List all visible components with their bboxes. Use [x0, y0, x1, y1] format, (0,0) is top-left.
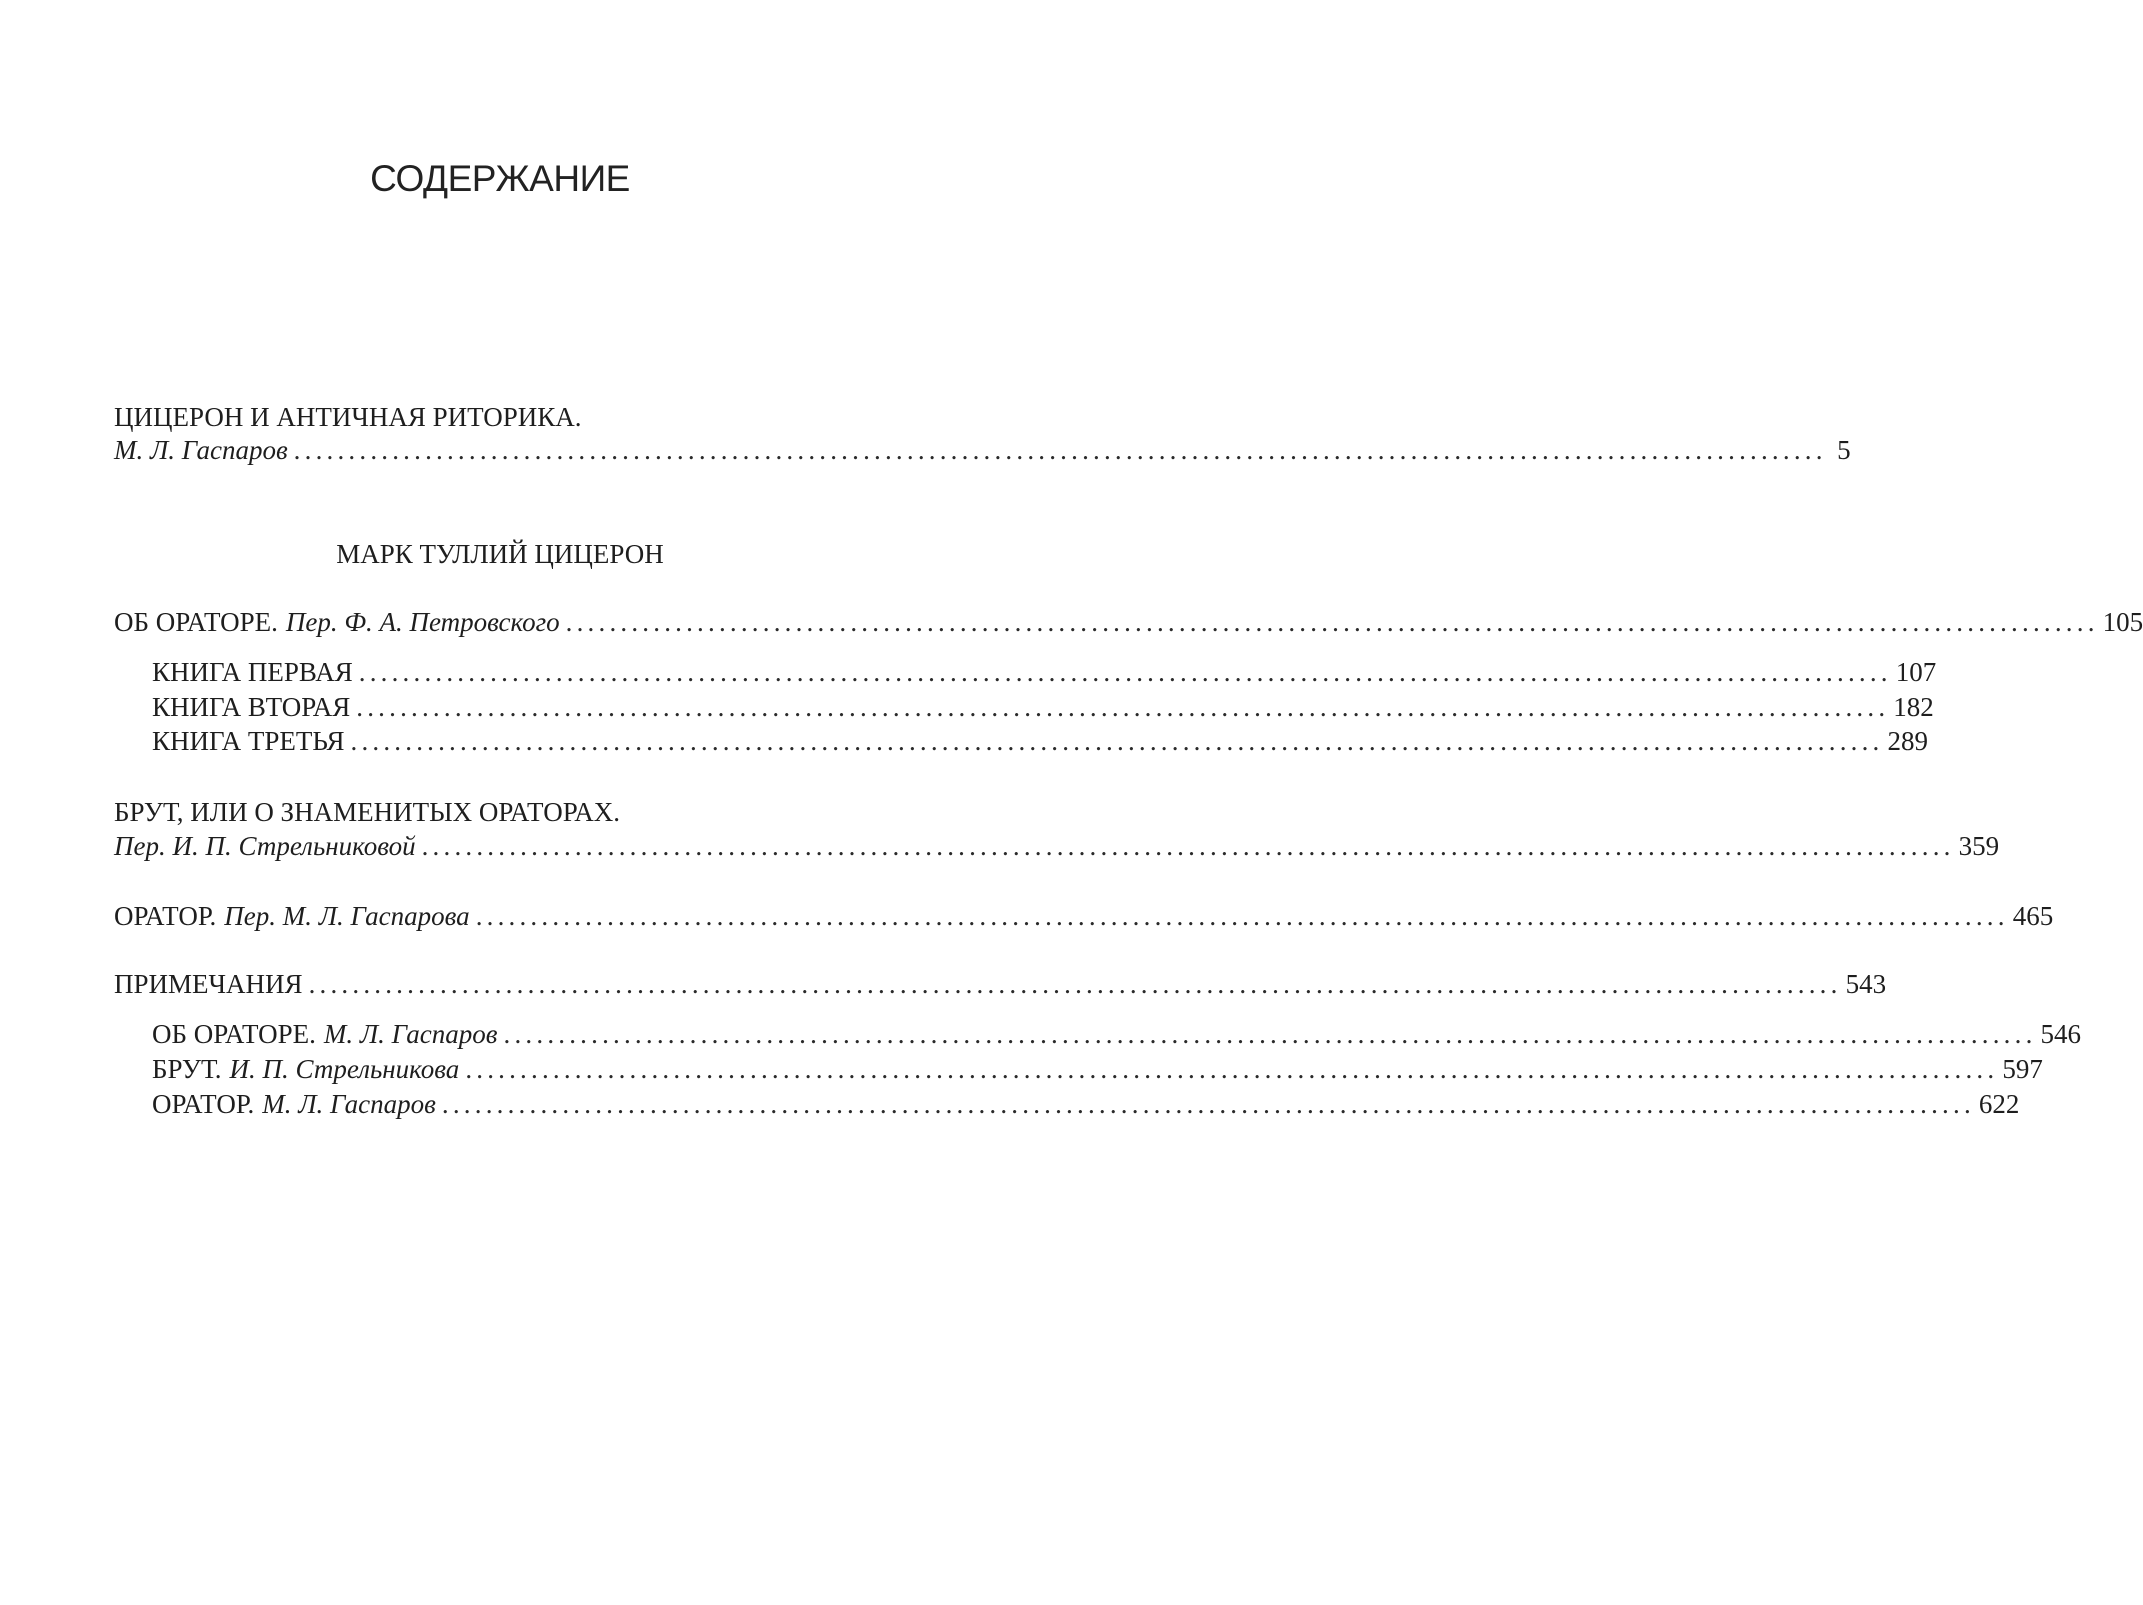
dot-leader: ............................................................................................................................................	[503, 1019, 2037, 1049]
toc-entry-title: ОРАТОР.	[152, 1089, 255, 1119]
dot-leader: ............................................................................................................................................	[421, 831, 1955, 861]
toc-entry-notes[interactable]	[114, 967, 1887, 1001]
page-number: 107	[1895, 657, 1937, 687]
dot-leader: ............................................................................................................................................	[358, 657, 1892, 687]
page-number: 546	[2040, 1019, 2082, 1049]
toc-entry-notes-de-oratore[interactable]	[152, 1017, 2082, 1051]
toc-entry-orator[interactable]	[114, 899, 2054, 933]
toc-entry-book-1[interactable]	[152, 655, 1937, 689]
dot-leader: ............................................................................................................................................	[441, 1089, 1975, 1119]
dot-leader: ............................................................................................................................................	[565, 607, 2099, 637]
page-number: 622	[1978, 1089, 2020, 1119]
toc-entry-intro-title: ЦИЦЕРОН И АНТИЧНАЯ РИТОРИКА.	[114, 402, 582, 432]
toc-entry-title: ПРИМЕЧАНИЯ	[114, 969, 303, 999]
dot-leader: ............................................................................................................................................	[308, 969, 1842, 999]
page-number: 543	[1845, 969, 1887, 999]
dot-leader: ............................................................................................................................................	[475, 901, 2009, 931]
toc-entry-brutus[interactable]	[114, 829, 2000, 863]
toc-entry-book-3[interactable]	[152, 724, 1928, 758]
dot-leader: ............................................................................................................................................	[465, 1054, 1999, 1084]
toc-entry-author: М. Л. Гаспаров	[114, 435, 288, 465]
dot-leader: ............................................................................................................................................	[293, 435, 1827, 465]
page-number: 182	[1893, 692, 1934, 722]
toc-entry-title: КНИГА ПЕРВАЯ	[152, 657, 353, 687]
toc-entry-book-2[interactable]	[152, 690, 1934, 724]
toc-entry-title: ОБ ОРАТОРЕ.	[114, 607, 278, 637]
toc-entry-author: И. П. Стрельникова	[229, 1054, 460, 1084]
toc-entry-title: КНИГА ТРЕТЬЯ	[152, 726, 345, 756]
page-number: 105	[2102, 607, 2143, 637]
page-number: 359	[1958, 831, 2000, 861]
toc-entry-translator: Пер. И. П. Стрельниковой	[114, 831, 416, 861]
toc-entry-notes-orator[interactable]	[152, 1087, 2020, 1121]
toc-entry-de-oratore[interactable]	[114, 605, 2143, 639]
page-number: 597	[2002, 1054, 2043, 1084]
dot-leader: ............................................................................................................................................	[350, 726, 1884, 756]
page-number: 5	[1837, 435, 1851, 465]
toc-entry-translator: Пер. Ф. А. Петровского	[285, 607, 560, 637]
toc-entry-title: БРУТ.	[152, 1054, 222, 1084]
toc-entry-title: КНИГА ВТОРАЯ	[152, 692, 351, 722]
page-number: 465	[2012, 901, 2054, 931]
section-heading: МАРК ТУЛЛИЙ ЦИЦЕРОН	[336, 539, 664, 569]
toc-entry-notes-brutus[interactable]	[152, 1052, 2043, 1086]
page-number: 289	[1887, 726, 1928, 756]
toc-entry-author: М. Л. Гаспаров	[262, 1089, 436, 1119]
dot-leader: ............................................................................................................................................	[356, 692, 1890, 722]
toc-entry-translator: Пер. М. Л. Гаспарова	[224, 901, 470, 931]
toc-entry-intro[interactable]	[114, 433, 1851, 467]
toc-entry-title: ОБ ОРАТОРЕ.	[152, 1019, 316, 1049]
toc-entry-brutus-title: БРУТ, ИЛИ О ЗНАМЕНИТЫХ ОРАТОРАХ.	[114, 797, 620, 827]
toc-entry-author: М. Л. Гаспаров	[323, 1019, 498, 1049]
page-title: СОДЕРЖАНИЕ	[370, 158, 630, 199]
toc-entry-title: ОРАТОР.	[114, 901, 217, 931]
